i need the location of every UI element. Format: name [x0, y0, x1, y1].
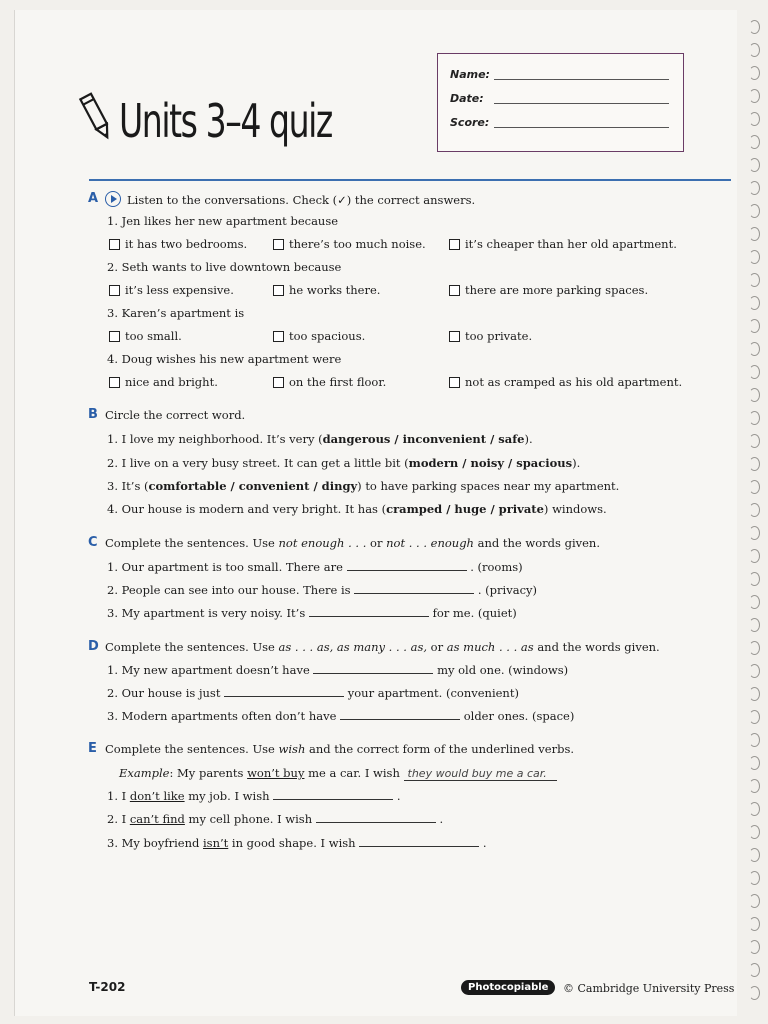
e-example: Example: My parents won’t buy me a car. I wish they would buy me a car.	[119, 766, 557, 781]
binding-ring	[749, 411, 760, 425]
page-title: Units 3–4 quiz	[119, 94, 332, 148]
binding-ring	[749, 526, 760, 540]
binding-ring	[749, 365, 760, 379]
binding-ring	[749, 986, 760, 1000]
a4-option-3[interactable]: not as cramped as his old apartment.	[449, 375, 682, 389]
student-info-box	[437, 53, 684, 152]
answer-blank[interactable]	[273, 789, 393, 800]
e2-sentence: 2. I can’t find my cell phone. I wish .	[107, 812, 444, 826]
section-b-letter: B	[88, 407, 98, 422]
c2-sentence: 2. People can see into our house. There is . (privacy)	[107, 583, 537, 597]
binding-ring	[749, 503, 760, 517]
binding-ring	[749, 963, 760, 977]
name-field[interactable]	[494, 79, 669, 80]
answer-blank[interactable]	[354, 583, 474, 594]
b3-sentence: 3. It’s (comfortable / convenient / dingy) to have parking spaces near my apartment.	[107, 479, 620, 493]
binding-ring	[749, 135, 760, 149]
answer-blank[interactable]	[347, 560, 467, 571]
a2-question: 2. Seth wants to live downtown because	[107, 260, 342, 274]
b3-choices[interactable]: comfortable / convenient / dingy	[148, 479, 358, 493]
score-field[interactable]	[494, 127, 669, 128]
b2-sentence: 2. I live on a very busy street. It can get a little bit (modern / noisy / spacious).	[107, 456, 581, 470]
answer-blank[interactable]	[224, 686, 344, 697]
binding-ring	[749, 434, 760, 448]
checkbox[interactable]	[273, 285, 284, 296]
a2-option-2[interactable]: he works there.	[273, 283, 380, 297]
binding-ring	[749, 572, 760, 586]
b4-sentence: 4. Our house is modern and very bright. It has (cramped / huge / private) windows.	[107, 502, 607, 516]
answer-blank[interactable]	[359, 836, 479, 847]
binding-ring	[749, 779, 760, 793]
answer-blank[interactable]	[309, 606, 429, 617]
a1-option-3[interactable]: it’s cheaper than her old apartment.	[449, 237, 677, 251]
answer-blank[interactable]	[313, 663, 433, 674]
binding-ring	[749, 480, 760, 494]
binding-ring	[749, 894, 760, 908]
binding-ring	[749, 181, 760, 195]
checkbox[interactable]	[449, 331, 460, 342]
spiral-binding	[744, 20, 762, 1010]
binding-ring	[749, 641, 760, 655]
answer-blank[interactable]	[316, 812, 436, 823]
binding-ring	[749, 457, 760, 471]
a4-option-1[interactable]: nice and bright.	[109, 375, 218, 389]
section-a-letter: A	[88, 191, 99, 206]
a2-option-3[interactable]: there are more parking spaces.	[449, 283, 648, 297]
title-block	[77, 88, 415, 148]
binding-ring	[749, 733, 760, 747]
a3-question: 3. Karen’s apartment is	[107, 306, 245, 320]
score-label: Score:	[450, 116, 490, 129]
checkbox[interactable]	[449, 285, 460, 296]
c3-sentence: 3. My apartment is very noisy. It’s for me. (quiet)	[107, 606, 517, 620]
binding-ring	[749, 112, 760, 126]
a4-question: 4. Doug wishes his new apartment were	[107, 352, 342, 366]
d1-sentence: 1. My new apartment doesn’t have my old one. (windows)	[107, 663, 569, 677]
date-field[interactable]	[494, 103, 669, 104]
photocopiable-badge: Photocopiable	[461, 980, 555, 995]
section-a-instruction: Listen to the conversations. Check (✓) the correct answers.	[105, 191, 475, 207]
date-label: Date:	[450, 92, 484, 105]
d2-sentence: 2. Our house is just your apartment. (convenient)	[107, 686, 519, 700]
section-e-instruction: Complete the sentences. Use wish and the correct form of the underlined verbs.	[105, 742, 575, 756]
binding-ring	[749, 618, 760, 632]
b2-choices[interactable]: modern / noisy / spacious	[408, 456, 573, 470]
header-divider	[89, 179, 731, 181]
a1-option-1[interactable]: it has two bedrooms.	[109, 237, 247, 251]
checkbox[interactable]	[273, 377, 284, 388]
section-c-instruction: Complete the sentences. Use not enough . . . or not . . . enough and the words given.	[105, 536, 600, 550]
binding-ring	[749, 756, 760, 770]
binding-ring	[749, 204, 760, 218]
binding-ring	[749, 848, 760, 862]
audio-play-icon[interactable]	[105, 191, 121, 207]
a4-option-2[interactable]: on the first floor.	[273, 375, 386, 389]
binding-ring	[749, 273, 760, 287]
pencil-icon	[77, 88, 115, 144]
a3-option-3[interactable]: too private.	[449, 329, 532, 343]
checkbox[interactable]	[449, 377, 460, 388]
section-e-letter: E	[88, 741, 97, 756]
binding-ring	[749, 388, 760, 402]
b1-sentence: 1. I love my neighborhood. It’s very (dangerous / inconvenient / safe).	[107, 432, 533, 446]
binding-ring	[749, 940, 760, 954]
binding-ring	[749, 549, 760, 563]
checkbox[interactable]	[109, 239, 120, 250]
binding-ring	[749, 296, 760, 310]
binding-ring	[749, 89, 760, 103]
binding-ring	[749, 66, 760, 80]
checkbox[interactable]	[273, 331, 284, 342]
binding-ring	[749, 687, 760, 701]
binding-ring	[749, 917, 760, 931]
a1-question: 1. Jen likes her new apartment because	[107, 214, 339, 228]
worksheet-page	[14, 10, 737, 1016]
e3-sentence: 3. My boyfriend isn’t in good shape. I wish .	[107, 836, 487, 850]
copyright-notice: © Cambridge University Press	[563, 982, 735, 995]
section-c-letter: C	[88, 535, 98, 550]
binding-ring	[749, 319, 760, 333]
binding-ring	[749, 871, 760, 885]
section-b-instruction: Circle the correct word.	[105, 408, 246, 422]
binding-ring	[749, 710, 760, 724]
section-d-instruction: Complete the sentences. Use as . . . as, as many . . . as, or as much . . . as and the words given.	[105, 640, 660, 654]
binding-ring	[749, 227, 760, 241]
checkbox[interactable]	[273, 239, 284, 250]
b1-choices[interactable]: dangerous / inconvenient / safe	[322, 432, 525, 446]
e1-sentence: 1. I don’t like my job. I wish .	[107, 789, 401, 803]
a2-option-1[interactable]: it’s less expensive.	[109, 283, 234, 297]
a3-option-1[interactable]: too small.	[109, 329, 182, 343]
checkbox[interactable]	[449, 239, 460, 250]
binding-ring	[749, 595, 760, 609]
binding-ring	[749, 20, 760, 34]
checkbox[interactable]	[109, 285, 120, 296]
name-label: Name:	[450, 68, 490, 81]
example-answer: they would buy me a car.	[404, 767, 557, 781]
binding-ring	[749, 802, 760, 816]
binding-ring	[749, 342, 760, 356]
binding-ring	[749, 825, 760, 839]
page-code: T-202	[89, 980, 126, 994]
c1-sentence: 1. Our apartment is too small. There are . (rooms)	[107, 560, 523, 574]
binding-ring	[749, 43, 760, 57]
a1-option-2[interactable]: there’s too much noise.	[273, 237, 426, 251]
binding-ring	[749, 250, 760, 264]
answer-blank[interactable]	[340, 709, 460, 720]
binding-ring	[749, 664, 760, 678]
checkbox[interactable]	[109, 377, 120, 388]
b4-choices[interactable]: cramped / huge / private	[386, 502, 544, 516]
binding-ring	[749, 158, 760, 172]
section-d-letter: D	[88, 639, 99, 654]
a3-option-2[interactable]: too spacious.	[273, 329, 365, 343]
d3-sentence: 3. Modern apartments often don’t have older ones. (space)	[107, 709, 575, 723]
checkbox[interactable]	[109, 331, 120, 342]
